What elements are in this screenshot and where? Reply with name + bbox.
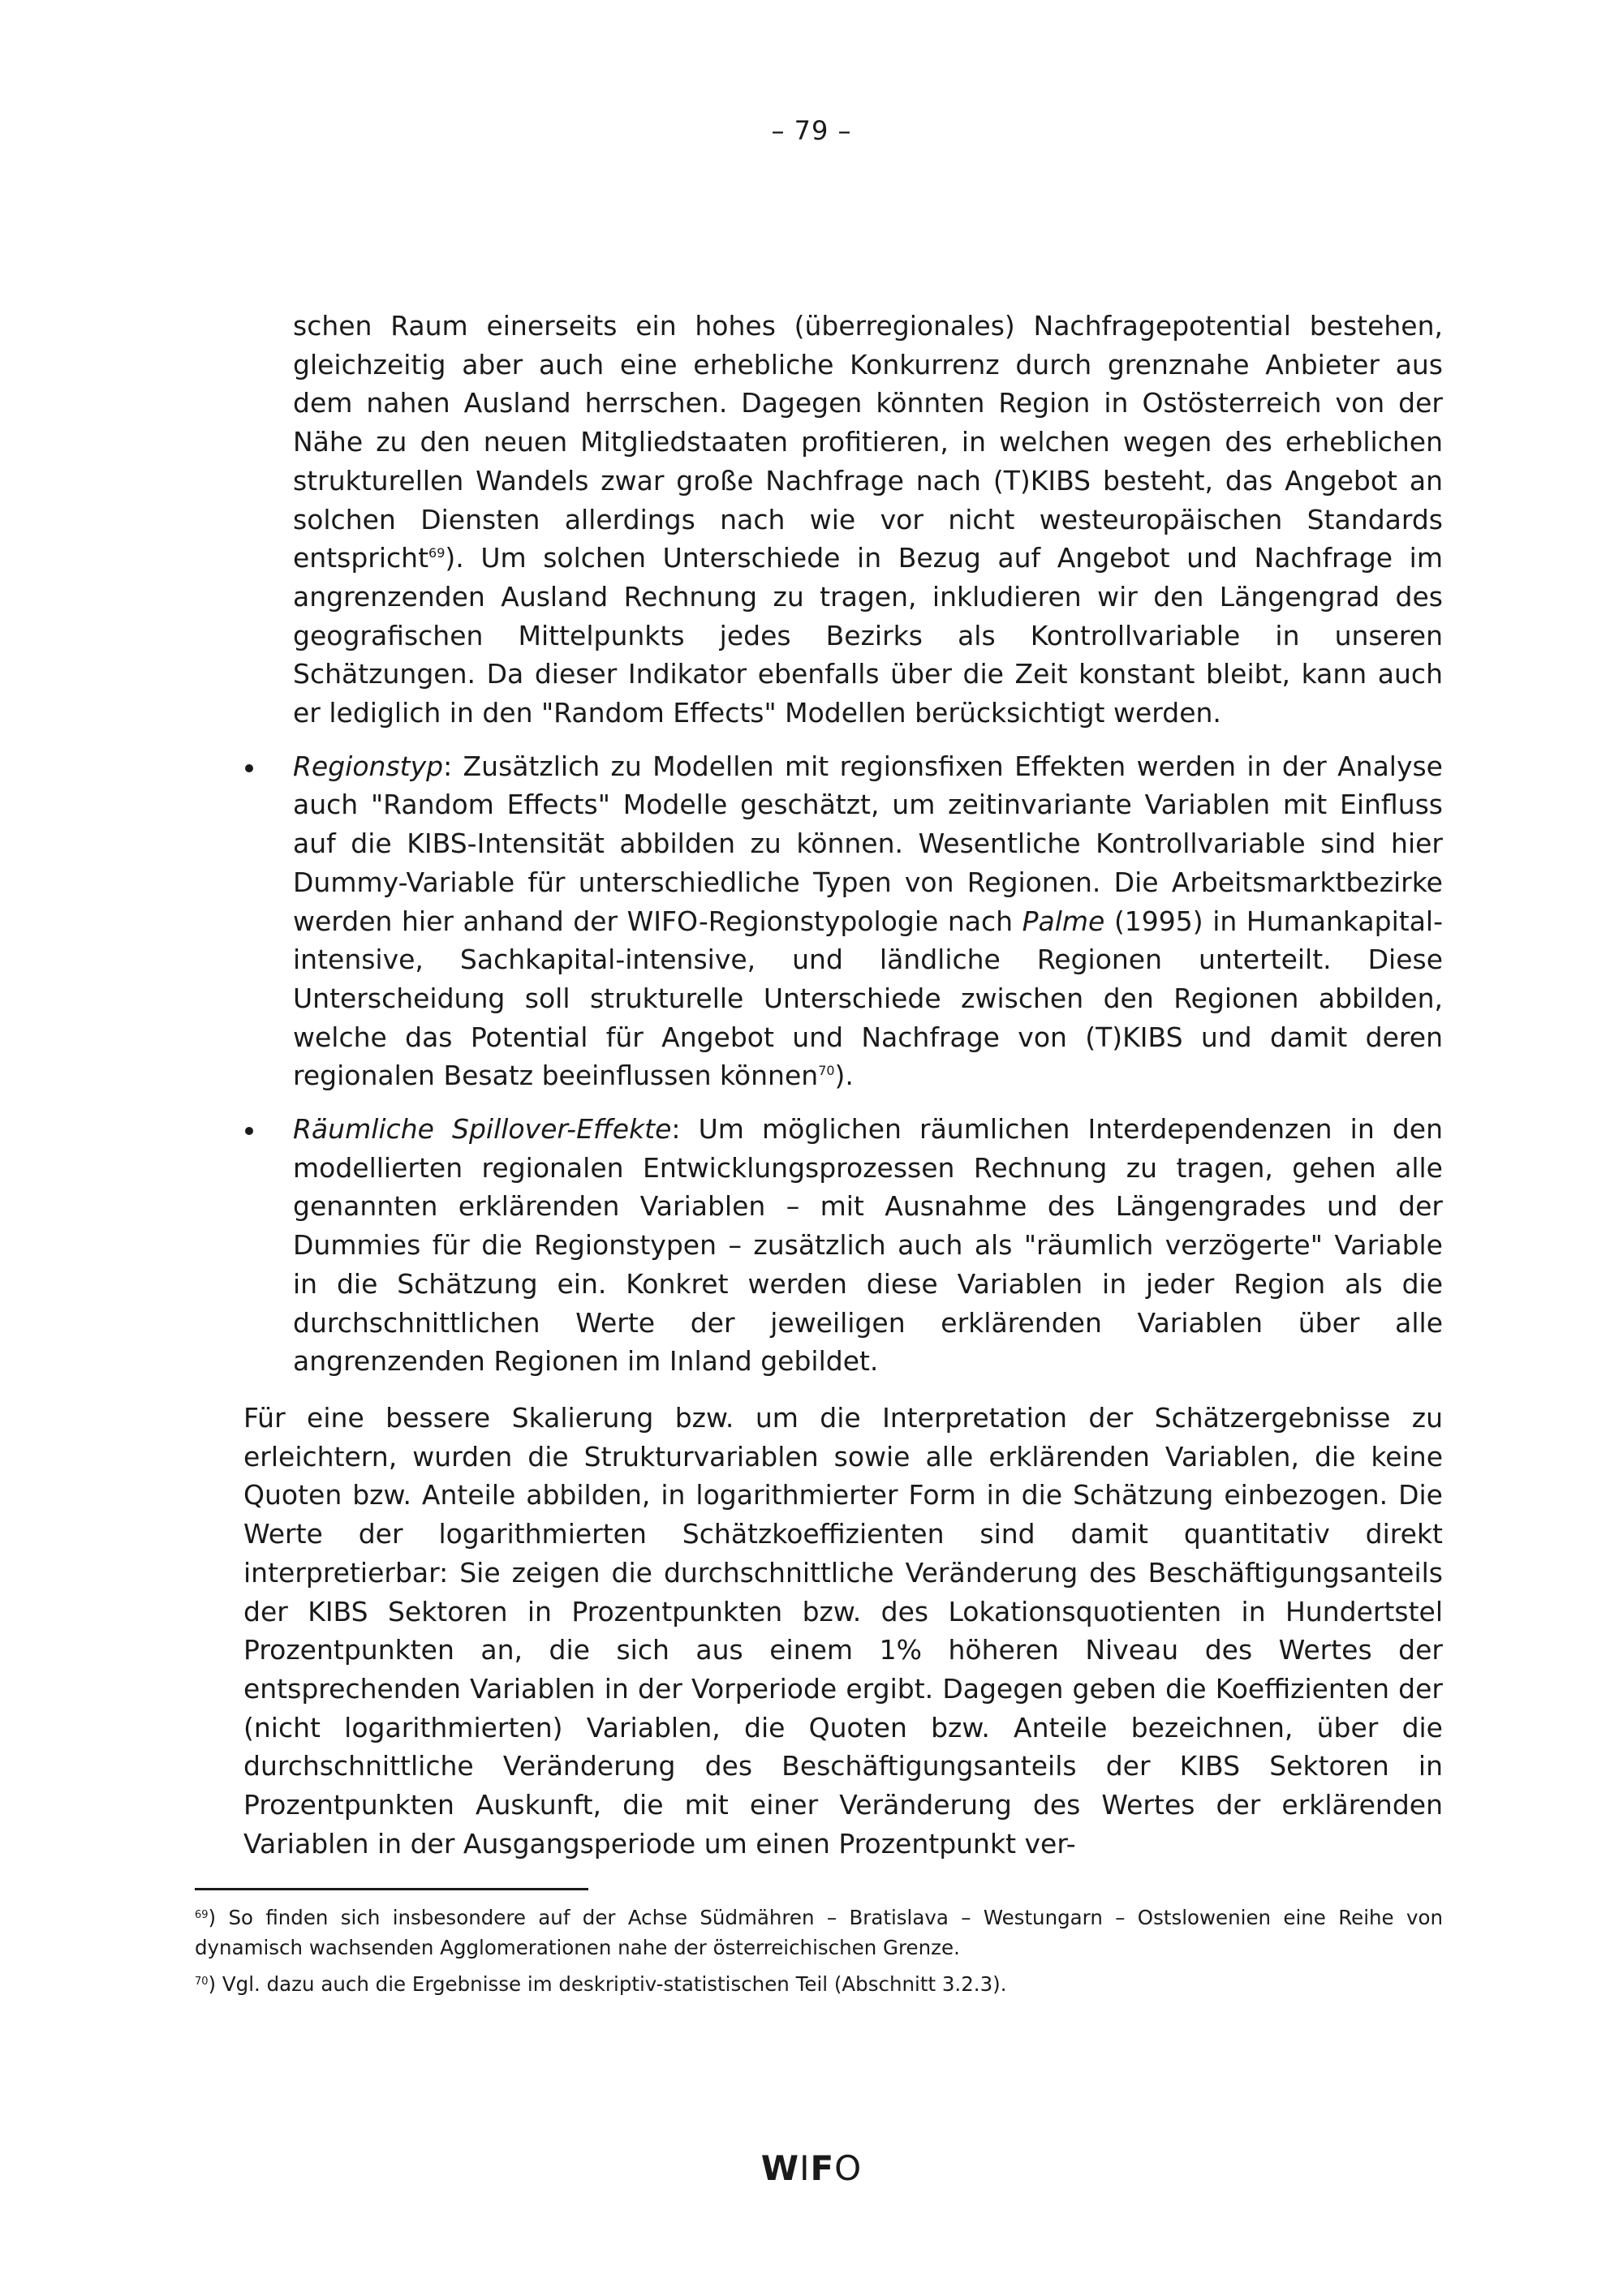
logo-letter-w: W: [760, 2148, 800, 2188]
bullet-list: [243, 747, 1443, 1381]
footnote-text: ) So finden sich insbesondere auf der Achse Südmähren – Bratislava – Westungarn – Ostslowenien eine Reihe von dynamisch wachsenden Agglomerationen nahe der österreichischen Grenze.: [195, 1906, 1443, 1959]
logo-letter-o: O: [834, 2148, 863, 2188]
footnote-divider: [195, 1888, 588, 1890]
bullet-dot-icon: [245, 764, 253, 772]
bullet-item-regionstyp: [243, 747, 1443, 1095]
footnote-ref-70[interactable]: 70: [818, 1063, 835, 1079]
bullet-term: Räumliche Spillover-Effekte: [293, 1113, 672, 1146]
page-number: – 79 –: [771, 115, 852, 146]
logo-letter-f: F: [810, 2148, 835, 2188]
bullet-text: [293, 1110, 1443, 1381]
bullet-text-a: : Um möglichen räumlichen Interdependenzen in den modellierten regionalen Entwicklungsprozessen Rechnung zu tragen, gehen alle genannten erklärenden Variablen – mit Ausnahme des Längengrades und der Dummies für die Regionstypen – zusätzlich auch als "räumlich verzögerte" Variable in die Schätzung ein. Konkret werden diese Variablen in jeder Region als die durchschnittlichen Werte der jeweiligen erklärenden Variablen über alle angrenzenden Regionen im Inland gebildet.: [293, 1113, 1443, 1378]
intro-paragraph: [293, 307, 1443, 733]
footnote-ref-69[interactable]: 69: [428, 545, 446, 561]
bullet-dot-icon: [245, 1127, 253, 1135]
bullet-term: Regionstyp: [293, 750, 444, 782]
bullet-text-c: ).: [834, 1060, 854, 1092]
logo-bar: I: [799, 2148, 811, 2188]
footnote-text: ) Vgl. dazu auch die Ergebnisse im deskriptiv-statistischen Teil (Abschnitt 3.2.3).: [208, 1972, 1007, 1996]
bullet-text: [293, 747, 1443, 1095]
closing-paragraph: Für eine bessere Skalierung bzw. um die Interpretation der Schätzergebnisse zu erleichtern, wurden die Strukturvariablen sowie alle erklärenden Variablen, die keine Quoten bzw. Anteile abbilden, in logarithmierter Form in die Schätzung einbezogen. Die Werte der logarithmierten Schätzkoeffizienten sind damit quantitativ direkt interpretierbar: Sie zeigen die durchschnittliche Veränderung des Beschäftigungsanteils der KIBS Sektoren in Prozentpunkten bzw. des Lokationsquotienten in Hundertstel Prozentpunkten an, die sich aus einem 1% höheren Niveau des Wertes der entsprechenden Variablen in der Vorperiode ergibt. Dagegen geben die Koeffizienten der (nicht logarithmierten) Variablen, die Quoten bzw. Anteile bezeichnen, über die durchschnittliche Veränderung des Beschäftigungsanteils der KIBS Sektoren in Prozentpunkten Auskunft, die mit einer Veränderung des Wertes der erklärenden Variablen in der Ausgangsperiode um einen Prozentpunkt ver-: [243, 1401, 1443, 1860]
body-text: [243, 307, 1443, 1863]
bullet-text-b: (1995) in Humankapital-intensive, Sachkapital-intensive, und ländliche Regionen unterteilt. Diese Unterscheidung soll strukturelle Unterschiede zwischen den Regionen abbilden, welche das Potential für Angebot und Nachfrage von (T)KIBS und damit deren regionalen Besatz beeinflussen können: [293, 905, 1443, 1092]
footnote-69: [195, 1903, 1443, 1963]
bullet-text-a: : Zusätzlich zu Modellen mit regionsfixen Effekten werden in der Analyse auch "Random Effects" Modelle geschätzt, um zeitinvariante Variablen mit Einfluss auf die KIBS-Intensität abbilden zu können. Wesentliche Kontrollvariable sind hier Dummy-Variable für unterschiedliche Typen von Regionen. Die Arbeitsmarktbezirke werden hier anhand der WIFO-Regionstypologie nach: [293, 750, 1443, 937]
intro-text-part2: ). Um solchen Unterschiede in Bezug auf Angebot und Nachfrage im angrenzenden Ausland Rechnung zu tragen, inkludieren wir den Längengrad des geografischen Mittelpunkts jedes Bezirks als Kontrollvariable in unseren Schätzungen. Da dieser Indikator ebenfalls über die Zeit konstant bleibt, kann auch er lediglich in den "Random Effects" Modellen berücksichtigt werden.: [293, 542, 1443, 729]
footnotes: [195, 1903, 1443, 2006]
footnote-marker: 69: [195, 1909, 209, 1921]
intro-text-part1: schen Raum einerseits ein hohes (überregionales) Nachfragepotential bestehen, gleichzeitig aber auch eine erhebliche Konkurrenz durch grenznahe Anbieter aus dem nahen Ausland herrschen. Dagegen könnten Region in Ostösterreich von der Nähe zu den neuen Mitgliedstaaten profitieren, in welchen wegen des erheblichen strukturellen Wandels zwar große Nachfrage nach (T)KIBS besteht, das Angebot an solchen Diensten allerdings nach wie vor nicht westeuropäischen Standards entspricht: [293, 310, 1443, 574]
footnote-marker: 70: [195, 1976, 209, 1988]
bullet-item-spillover: [243, 1110, 1443, 1381]
wifo-logo: [0, 2148, 1623, 2188]
footnote-70: [195, 1969, 1443, 1999]
cited-author: Palme: [1022, 905, 1105, 937]
